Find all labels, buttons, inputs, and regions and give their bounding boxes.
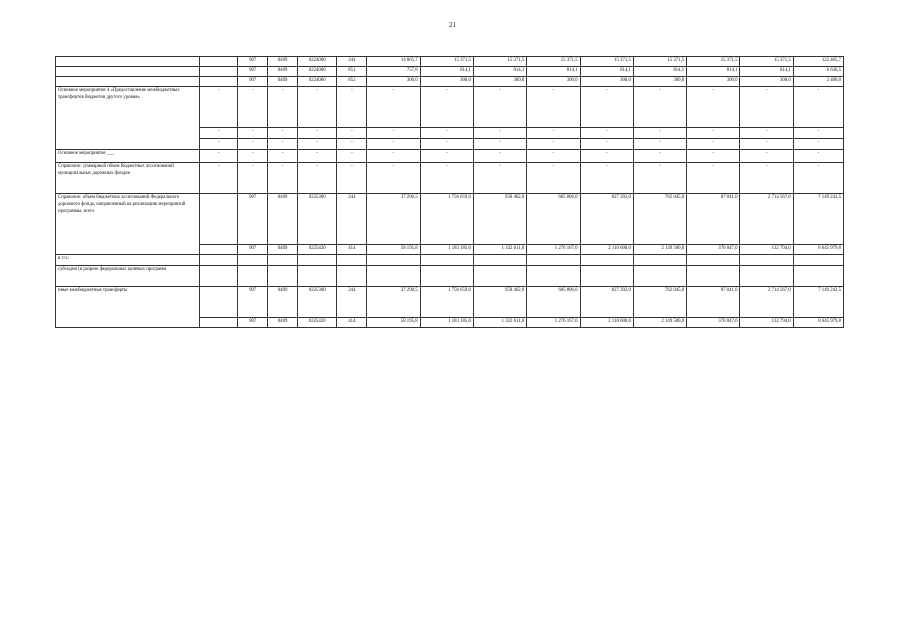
table-cell: 0224000 (298, 77, 337, 87)
cell-responsible: - (199, 87, 237, 128)
cell-responsible (199, 318, 237, 328)
table-cell: - (527, 128, 580, 139)
table-cell: 762 045,0 (633, 287, 686, 318)
table-cell: 605 806,0 (527, 287, 580, 318)
table-cell (527, 266, 580, 287)
table-cell: - (268, 139, 298, 150)
table-cell: - (740, 150, 793, 163)
table-cell: - (337, 150, 367, 163)
table-cell: 14 865,7 (367, 57, 420, 67)
table-row (56, 194, 844, 245)
table-cell: 907 (238, 194, 268, 245)
row-label (56, 318, 200, 328)
table-cell: 0225300 (298, 194, 337, 245)
table-cell: - (527, 150, 580, 163)
table-cell: - (420, 128, 473, 139)
row-label (56, 139, 200, 150)
table-cell: - (420, 163, 473, 194)
table-cell: - (633, 163, 686, 194)
table-cell: 244 (337, 287, 367, 318)
table-cell: 300,0 (527, 77, 580, 87)
table-cell: 814,1 (473, 67, 526, 77)
table-cell: - (740, 128, 793, 139)
table-cell: - (793, 163, 843, 194)
table-cell: 300,0 (473, 77, 526, 87)
table-cell: 87 041,0 (687, 287, 740, 318)
table-cell: 300,0 (740, 77, 793, 87)
table-cell: - (687, 163, 740, 194)
table-row (56, 287, 844, 318)
table-cell: 0224000 (298, 67, 337, 77)
table-cell: 2 110 600,0 (580, 245, 633, 255)
table-cell: 2 400,0 (793, 77, 843, 87)
table-cell: 370 047,0 (687, 245, 740, 255)
table-row (56, 245, 844, 255)
table-row (56, 266, 844, 287)
table-cell: 37 290,5 (367, 194, 420, 245)
table-cell: - (580, 150, 633, 163)
cell-responsible: - (199, 163, 237, 194)
table-cell (740, 266, 793, 287)
table-cell: 414 (337, 245, 367, 255)
table-cell (793, 266, 843, 287)
table-cell: 300,0 (687, 77, 740, 87)
table-cell: - (473, 139, 526, 150)
table-cell: - (268, 163, 298, 194)
table-row (56, 57, 844, 67)
table-cell: - (298, 163, 337, 194)
table-cell: - (687, 150, 740, 163)
table-cell: - (793, 128, 843, 139)
table-cell (298, 255, 337, 266)
table-cell (238, 255, 268, 266)
table-cell: 907 (238, 57, 268, 67)
table-cell: 58 195,8 (367, 318, 420, 328)
table-row (56, 150, 844, 163)
table-cell: 132 794,0 (740, 318, 793, 328)
table-cell: - (527, 139, 580, 150)
table-cell: - (740, 87, 793, 128)
table-cell: - (687, 128, 740, 139)
table-cell: - (633, 139, 686, 150)
table-cell: - (580, 139, 633, 150)
table-cell (268, 255, 298, 266)
table-row (56, 255, 844, 266)
table-cell: 0409 (268, 245, 298, 255)
table-cell: 300,0 (367, 77, 420, 87)
table-cell: 814,1 (420, 67, 473, 77)
table-cell: 1 276 167,0 (527, 245, 580, 255)
table-cell: - (337, 128, 367, 139)
table-cell: 2 714 567,0 (740, 287, 793, 318)
table-cell: 0225420 (298, 318, 337, 328)
table-cell: 15 371,5 (633, 57, 686, 67)
page-number: 21 (449, 21, 456, 29)
table-cell: 7 149 242,5 (793, 287, 843, 318)
budget-table (55, 56, 844, 328)
row-label (56, 57, 200, 67)
table-cell: 814,1 (740, 67, 793, 77)
row-label: иные межбюджетные трансферты (56, 287, 200, 318)
cell-responsible: - (199, 139, 237, 150)
table-cell: - (633, 128, 686, 139)
table-cell: - (793, 139, 843, 150)
row-label: Основное мероприятие 4 «Предоставление межбюджетных трансфертов бюджетов другого уровня» (56, 87, 200, 128)
cell-responsible (199, 194, 237, 245)
table-cell (337, 266, 367, 287)
table-cell: 0409 (268, 287, 298, 318)
table-cell: - (580, 163, 633, 194)
table-cell: - (298, 128, 337, 139)
table-cell (633, 266, 686, 287)
table-cell: 762 045,0 (633, 194, 686, 245)
table-cell: - (793, 150, 843, 163)
table-cell (420, 266, 473, 287)
table-cell (473, 266, 526, 287)
table-cell (687, 266, 740, 287)
table-row (56, 67, 844, 77)
table-cell: - (367, 139, 420, 150)
table-cell: - (633, 150, 686, 163)
cell-responsible (199, 67, 237, 77)
table-cell: - (238, 163, 268, 194)
table-cell: 0409 (268, 318, 298, 328)
cell-responsible (199, 57, 237, 67)
row-label: в т.ч.: (56, 255, 200, 266)
table-cell: - (687, 139, 740, 150)
table-cell: 958 462,0 (473, 194, 526, 245)
table-cell: - (420, 150, 473, 163)
table-cell: 1 332 611,0 (473, 318, 526, 328)
table-cell: 0409 (268, 67, 298, 77)
table-cell: 2 149 580,0 (633, 245, 686, 255)
table-cell: 58 195,8 (367, 245, 420, 255)
table-cell (527, 255, 580, 266)
table-cell: - (580, 87, 633, 128)
cell-responsible (199, 266, 237, 287)
table-cell: 2 714 567,0 (740, 194, 793, 245)
table-cell (367, 266, 420, 287)
row-label (56, 128, 200, 139)
table-cell: 414 (337, 318, 367, 328)
table-cell (473, 255, 526, 266)
table-cell (367, 255, 420, 266)
table-cell: - (580, 128, 633, 139)
table-cell: - (337, 139, 367, 150)
table-cell: 87 041,0 (687, 194, 740, 245)
table-cell: 15 371,5 (580, 57, 633, 67)
table-cell: 8 645 979,8 (793, 318, 843, 328)
table-cell: - (740, 139, 793, 150)
table-cell: 15 371,5 (687, 57, 740, 67)
table-cell: 852 (337, 77, 367, 87)
table-cell (268, 266, 298, 287)
table-cell: 0225300 (298, 287, 337, 318)
table-cell: 814,1 (580, 67, 633, 77)
table-row (56, 139, 844, 150)
table-cell: 2 149 580,0 (633, 318, 686, 328)
table-cell: 7 149 242,5 (793, 194, 843, 245)
table-cell: 1 183 185,0 (420, 245, 473, 255)
table-cell: - (633, 87, 686, 128)
row-label (56, 77, 200, 87)
table-cell: 0224000 (298, 57, 337, 67)
table-row (56, 128, 844, 139)
table-cell: - (420, 139, 473, 150)
table-cell: - (337, 163, 367, 194)
table-row (56, 77, 844, 87)
cell-responsible (199, 77, 237, 87)
table-cell: - (238, 150, 268, 163)
table-cell: 1 183 185,0 (420, 318, 473, 328)
table-cell: 907 (238, 245, 268, 255)
table-cell: 8 645 979,8 (793, 245, 843, 255)
table-row (56, 318, 844, 328)
table-cell (238, 266, 268, 287)
table-cell (337, 255, 367, 266)
cell-responsible: - (199, 128, 237, 139)
table-cell: - (367, 87, 420, 128)
table-cell: 814,1 (687, 67, 740, 77)
table-cell: 0409 (268, 77, 298, 87)
table-cell (740, 255, 793, 266)
cell-responsible (199, 245, 237, 255)
table-cell: - (238, 139, 268, 150)
table-cell: - (740, 163, 793, 194)
table-cell: - (473, 163, 526, 194)
table-cell: 132 794,0 (740, 245, 793, 255)
table-cell: 1 332 611,0 (473, 245, 526, 255)
table-cell: - (268, 128, 298, 139)
table-cell: 0225420 (298, 245, 337, 255)
cell-responsible: - (199, 150, 237, 163)
table-cell: 814,1 (633, 67, 686, 77)
table-cell: - (298, 87, 337, 128)
table-cell: - (268, 87, 298, 128)
table-cell: - (367, 150, 420, 163)
row-label (56, 245, 200, 255)
table-row (56, 87, 844, 128)
table-cell: - (420, 87, 473, 128)
table-cell: 1 756 659,0 (420, 287, 473, 318)
table-cell: - (337, 87, 367, 128)
table-cell: 907 (238, 67, 268, 77)
table-cell: 244 (337, 194, 367, 245)
table-cell: - (298, 150, 337, 163)
table-row (56, 163, 844, 194)
table-cell: 15 371,5 (473, 57, 526, 67)
table-cell (580, 255, 633, 266)
table-cell: - (367, 163, 420, 194)
table-cell: 0409 (268, 194, 298, 245)
table-cell: 15 371,5 (740, 57, 793, 67)
table-cell: 851 (337, 67, 367, 77)
table-cell: - (268, 150, 298, 163)
row-label: Основное мероприятие ___ (56, 150, 200, 163)
table-cell: - (527, 163, 580, 194)
row-label (56, 67, 200, 77)
table-cell: 300,0 (633, 77, 686, 87)
table-cell (793, 255, 843, 266)
table-cell (298, 266, 337, 287)
table-cell: - (473, 128, 526, 139)
row-label: Справочно: объем бюджетных ассигнований Федерального дорожного фонда, направленный на реализацию мероприятий программы, всего (56, 194, 200, 245)
table-cell: 2 110 600,0 (580, 318, 633, 328)
table-cell: 15 371,5 (420, 57, 473, 67)
table-cell: 122 465,7 (793, 57, 843, 67)
table-cell: - (367, 128, 420, 139)
table-cell: 6 636,5 (793, 67, 843, 77)
row-label: Справочно: суммарный объем бюджетных ассигнований муниципальных дорожных фондов (56, 163, 200, 194)
table-cell (633, 255, 686, 266)
table-cell: - (473, 87, 526, 128)
table-cell: 907 (238, 77, 268, 87)
row-label: субсидии (в разрезе федеральных целевых программ (56, 266, 200, 287)
table-cell (420, 255, 473, 266)
table-cell (687, 255, 740, 266)
table-cell: 300,0 (580, 77, 633, 87)
table-cell: 1 276 167,0 (527, 318, 580, 328)
table-cell: - (473, 150, 526, 163)
cell-responsible (199, 287, 237, 318)
table-cell: 958 462,0 (473, 287, 526, 318)
table-cell: - (687, 87, 740, 128)
table-cell: 37 290,5 (367, 287, 420, 318)
table-cell: 907 (238, 318, 268, 328)
table-cell: 827 392,0 (580, 194, 633, 245)
table-cell: 244 (337, 57, 367, 67)
table-cell: 0409 (268, 57, 298, 67)
table-cell: - (298, 139, 337, 150)
table-cell: 370 047,0 (687, 318, 740, 328)
table-cell: - (238, 87, 268, 128)
table-cell: 907 (238, 287, 268, 318)
table-cell: 814,1 (527, 67, 580, 77)
table-cell: 300,0 (420, 77, 473, 87)
table-cell (580, 266, 633, 287)
table-cell: - (527, 87, 580, 128)
table-cell: - (238, 128, 268, 139)
table-cell: 827 392,0 (580, 287, 633, 318)
table-cell: 1 756 659,0 (420, 194, 473, 245)
table-cell: 15 371,5 (527, 57, 580, 67)
table-cell: 757,8 (367, 67, 420, 77)
table-cell: - (793, 87, 843, 128)
cell-responsible (199, 255, 237, 266)
table-cell: 605 806,0 (527, 194, 580, 245)
